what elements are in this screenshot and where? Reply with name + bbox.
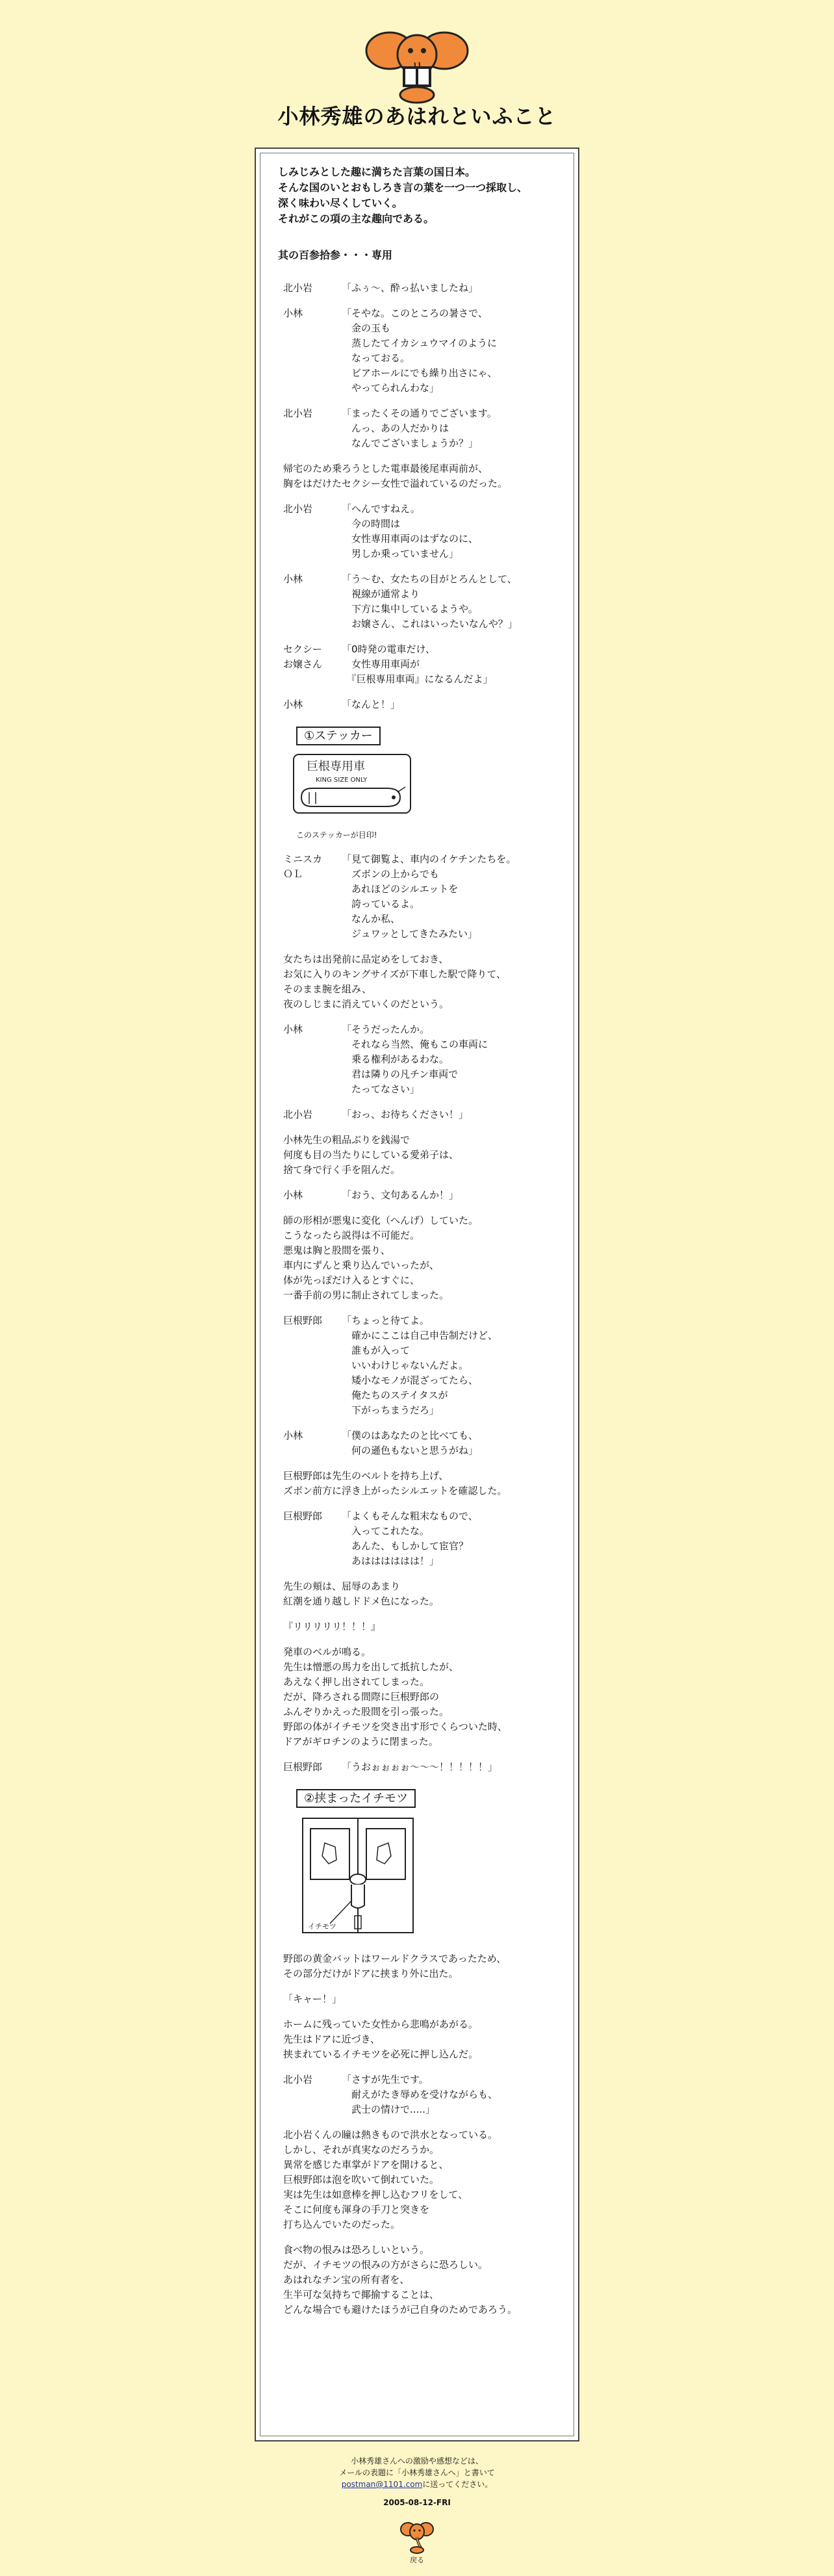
speech-text: 「まったくその通りでございます。 んっ、あの人だかりは なんでございましょうか？」: [342, 407, 497, 449]
narration: 『リリリリリ！！！』: [283, 1621, 381, 1632]
narration: 「キャー！」: [283, 1993, 342, 2005]
narration: 先生の頬は、屈辱のあまり 紅潮を通り越しドドメ色になった。: [283, 1580, 439, 1607]
illustration-caption: イチモツ: [308, 1922, 336, 1931]
dialogue-line: [283, 1107, 551, 1122]
dialogue-line: [283, 406, 551, 451]
story-part-3: [283, 1951, 551, 2317]
dialogue-line: [283, 281, 551, 296]
narration: 野郎の黄金バットはワールドクラスであったため、 その部分だけがドアに挟まり外に出た。: [283, 1953, 507, 1979]
speaker-name: 北小岩: [283, 407, 313, 419]
elephant-mascot-icon[interactable]: [400, 2518, 434, 2554]
door-illustration: [283, 1785, 551, 1942]
illustration-label: ②挟まったイチモツ: [296, 1789, 416, 1808]
story-part-1: [283, 281, 551, 712]
speaker-name: 北小岩: [283, 2074, 313, 2085]
speaker-name: 小林: [283, 307, 303, 319]
intro-line: しみじみとした趣に満ちた言葉の国日本。: [278, 166, 476, 178]
intro-line: そんな国のいとおもしろき言の葉を一つ一つ採取し、: [278, 181, 528, 194]
speaker-name: 北小岩: [283, 503, 313, 515]
speaker-name: 北小岩: [283, 1109, 313, 1120]
speech-text: 「ふぅ〜、酔っ払いましたね」: [342, 282, 479, 294]
back-link-label[interactable]: 戻る: [410, 2556, 424, 2564]
elephant-reading-book-icon: [364, 26, 470, 104]
sticker-label: ①ステッカー: [296, 727, 381, 745]
speech-text: 「0時発の電車だけ、 女性専用車両が 『巨根専用車両』になるんだよ」: [342, 643, 493, 685]
dialogue-line: [283, 1509, 551, 1569]
speech-text: 「よくもそんな粗末なもので、 入ってこれたな。 あんた、もしかして宦官？ あはははははは！」: [342, 1510, 478, 1567]
sticker-illustration: [283, 723, 551, 843]
dialogue-line: [283, 502, 551, 561]
footer-line-suffix: に送ってください。: [422, 2480, 493, 2489]
speaker-name: セクシー お嬢さん: [283, 643, 323, 670]
speech-text: 「う〜む、女たちの目がとろんとして、 視線が通常より 下方に集中しているようや。 お嬢さん、これはいったいなんや？」: [342, 573, 518, 630]
narration: ホームに残っていた女性から悲鳴があがる。 先生はドアに近づき、 挟まれているイチモツを必死に押し込んだ。: [283, 2018, 479, 2060]
story-part-2: [283, 852, 551, 1775]
speaker-name: 巨根野郎: [283, 1761, 323, 1773]
article: [278, 164, 551, 2328]
door-stuck-drawing: [290, 1814, 420, 1938]
dialogue-line: [283, 697, 551, 712]
dialogue-line: [283, 642, 551, 687]
dialogue-line: [283, 306, 551, 396]
speaker-name: 小林: [283, 573, 303, 585]
sticker-caption: このステッカーが目印!: [296, 831, 377, 840]
narration: 小林先生の粗品ぶりを銭湯で 何度も目の当たりにしている愛弟子は、 捨て身で行く手を阻んだ。: [283, 1134, 459, 1176]
speech-text: 「おう、文句あるんか！」: [342, 1189, 459, 1201]
dialogue-line: [283, 1313, 551, 1418]
dialogue-line: [283, 2072, 551, 2117]
speech-text: 「なんと！」: [342, 699, 401, 710]
story-body: [278, 281, 551, 2317]
king-size-sticker-drawing: [290, 752, 420, 823]
speech-text: 「さすが先生です。 耐えがたき辱めを受けながらも、 武士の情けで.....」: [342, 2074, 498, 2115]
dialogue-line: [283, 852, 551, 942]
narration: 女たちは出発前に品定めをしておき、 お気に入りのキングサイズが下車した駅で降りて、 そのまま腕を組み、 夜のしじまに消えていくのだという。: [283, 953, 507, 1010]
page-title: 小林秀雄のあはれといふこと: [277, 104, 557, 129]
footer-line: 小林秀雄さんへの激励や感想などは、: [351, 2456, 483, 2466]
speech-text: 「おっ、お待ちください！」: [342, 1109, 469, 1120]
narration: 北小岩くんの瞳は熱きもので洪水となっている。 しかし、それが真実なのだろうか。 異常を感じた車掌がドアを開けると、 巨根野郎は泡を吹いて倒れていた。 実は先生は如意棒を押し込むフリをして、 そこに何度も渾身の手刀と突きを 打ち込んでいたのだった。: [283, 2129, 498, 2230]
dialogue-line: [283, 1428, 551, 1458]
narration: 帰宅のため乗ろうとした電車最後尾車両前が、 胸をはだけたセクシー女性で溢れているのだった。: [283, 463, 508, 489]
narration: 師の形相が悪鬼に変化（へんげ）していた。 こうなったら説得は不可能だ。 悪鬼は胸と股間を張り、 車内にずんと乗り込んでいったが、 体が先っぽだけ入るとすぐに、 一番手前の男に制止されてしまった。: [283, 1215, 479, 1301]
speaker-name: 巨根野郎: [283, 1510, 323, 1522]
speech-text: 「うおぉぉぉぉ〜〜〜！！！！！」: [342, 1761, 498, 1773]
speaker-name: ミニスカ ＯＬ: [283, 853, 323, 880]
intro-text: [278, 164, 551, 227]
speaker-name: 小林: [283, 699, 303, 710]
dialogue-line: [283, 572, 551, 632]
narration: 発車のベルが鳴る。 先生は憎悪の馬力を出して抵抗したが、 あえなく押し出されてしまった。 だが、降ろされる間際に巨根野郎の ふんぞりかえった股間を引っ張った。 野郎の体がイチモツを突き出す形でくらついた時、 ドアがギロチンのように閉まった。: [283, 1646, 507, 1747]
speech-text: 「へんですねえ。 今の時間は 女性専用車両のはずなのに、 男しか乗っていません」: [342, 503, 479, 560]
footer-line: [0, 2479, 834, 2490]
email-link[interactable]: postman@1101.com: [341, 2480, 423, 2489]
dialogue-line: [283, 1022, 551, 1097]
narration: 食べ物の恨みは恐ろしいという。 だが、イチモツの恨みの方がさらに恐ろしい。 あはれなチン宝の所有者を、 生半可な気持ちで揶揄することは、 どんな場合でも避けたほうが己自身のためであろう。: [283, 2244, 518, 2315]
sticker-sign-sub: KING SIZE ONLY: [316, 777, 368, 784]
narration: 巨根野郎は先生のベルトを持ち上げ、 ズボン前方に浮き上がったシルエットを確認した。: [283, 1470, 507, 1497]
sticker-sign-title: 巨根専用車: [307, 760, 365, 773]
dialogue-line: [283, 1188, 551, 1203]
footer: [0, 2455, 834, 2508]
dialogue-line: [283, 1760, 551, 1775]
speech-text: 「僕のはあなたのと比べても、 何の遜色もないと思うがね」: [342, 1430, 479, 1456]
speaker-name: 小林: [283, 1189, 303, 1201]
speech-text: 「ちょっと待てよ。 確かにここは自己申告制だけど、 誰もが入って いいわけじゃないんだよ。 矮小なモノが混ざってたら、 俺たちのステイタスが 下がっちまうだろ」: [342, 1315, 498, 1416]
publish-date: 2005-08-12-FRI: [383, 2498, 451, 2507]
speaker-name: 小林: [283, 1024, 303, 1035]
section-heading: 其の百参拾参・・・専用: [278, 249, 393, 261]
speech-text: 「そやな。このところの暑さで、 金の玉も 蒸したてイカシュウマイのように なっておる。 ビアホールにでも繰り出さにゃ、 やってられんわな」: [342, 307, 498, 394]
intro-line: 深く味わい尽くしていく。: [278, 197, 403, 209]
speaker-name: 北小岩: [283, 282, 313, 294]
speech-text: 「そうだったんか。 それなら当然、俺もこの車両に 乗る権利があるわな。 君は隣りの凡チン車両で たってなさい」: [342, 1024, 488, 1095]
intro-line: それがこの項の主な趣向である。: [278, 213, 435, 225]
speech-text: 「見て御覧よ、車内のイケチンたちを。 ズボンの上からでも あれほどのシルエットを 誇っているよ。 なんか私、 ジュワッとしてきたみたい」: [342, 853, 516, 940]
footer-line: メールの表題に「小林秀雄さんへ」と書いて: [339, 2468, 495, 2477]
speaker-name: 小林: [283, 1430, 303, 1441]
speaker-name: 巨根野郎: [283, 1315, 323, 1326]
